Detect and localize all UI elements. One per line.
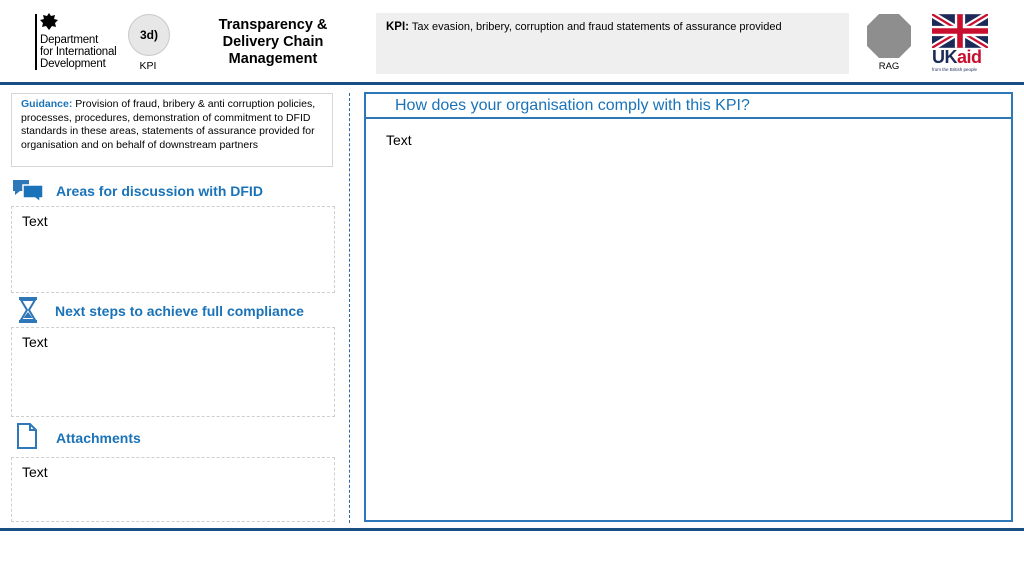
title-line-1: Transparency & [218,17,328,33]
compliance-question: How does your organisation comply with this KPI? [395,97,750,114]
discussion-text: Text [22,213,48,229]
logo-rule [35,14,37,70]
document-icon [16,423,38,449]
next-steps-heading: Next steps to achieve full compliance [55,303,304,319]
dfid-logo [34,12,124,74]
rag-status-icon[interactable] [866,13,912,59]
compliance-text: Text [386,132,412,148]
next-steps-input[interactable] [11,327,335,417]
kpi-statement-box [376,13,849,74]
title-line-2: Delivery Chain [222,34,324,50]
page-title [196,17,350,68]
union-flag-icon [932,14,988,48]
speech-bubbles-icon [12,179,44,203]
column-divider [349,93,350,523]
compliance-panel[interactable] [364,92,1013,522]
logo-line-1: Department [40,34,99,46]
discussion-input[interactable] [11,206,335,293]
compliance-panel-header [366,94,1011,119]
ukaid-logo [932,14,988,76]
hourglass-icon [17,296,39,324]
logo-line-3: Development [40,58,106,70]
attachments-text: Text [22,464,48,480]
ukaid-wordmark [932,48,982,67]
kpi-statement-text: Tax evasion, bribery, corruption and fraud statements of assurance provided [411,21,782,33]
dfid-logo-text [40,34,117,70]
kpi-number-badge [128,14,170,56]
header-rule [0,82,1024,85]
kpi-caption: KPI [139,60,157,72]
title-line-3: Management [228,51,318,67]
attachments-heading: Attachments [56,430,141,446]
logo-line-2: for International [40,46,117,58]
rag-caption: RAG [878,61,900,72]
guidance-box [11,93,333,167]
kpi-statement [386,20,782,34]
next-steps-text: Text [22,334,48,350]
ukaid-tagline: from the British people [932,67,978,72]
royal-crest-icon [38,12,60,32]
kpi-statement-label: KPI: [386,21,409,33]
guidance-text: Provision of fraud, bribery & anti corruption policies, processes, procedures, demonstration of commitment to DFID standards in these areas, statements of assurance provided for organisation and on behalf of downstream partners [21,98,316,151]
kpi-number: 3d) [140,28,158,42]
guidance-label: Guidance: [21,98,73,110]
footer-rule [0,528,1024,531]
attachments-input[interactable] [11,457,335,522]
ukaid-uk: UK [932,47,957,67]
discussion-heading: Areas for discussion with DFID [56,183,263,199]
ukaid-aid: aid [957,47,982,67]
